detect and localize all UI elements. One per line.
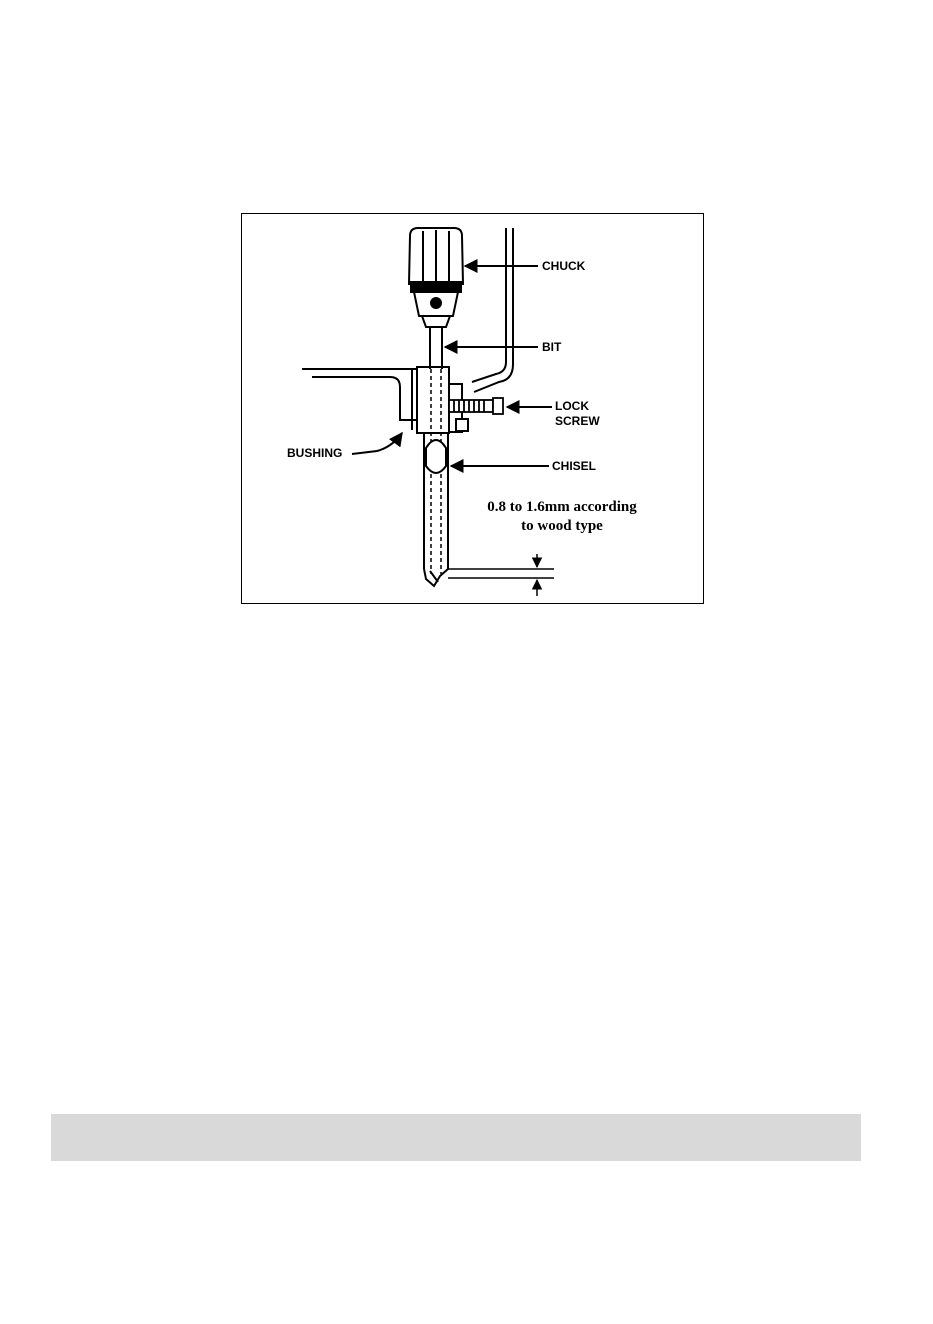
chuck-label: CHUCK <box>542 259 586 273</box>
chuck-body <box>409 228 463 327</box>
mortise-chisel-diagram <box>241 213 704 604</box>
depth-note-line1: 0.8 to 1.6mm according <box>487 499 637 515</box>
bit-label: BIT <box>542 340 562 354</box>
chisel-label: CHISEL <box>552 459 597 473</box>
depth-dimension <box>448 554 554 596</box>
lock-screw-label-line2: SCREW <box>555 414 600 428</box>
diagram-drawing <box>242 214 705 605</box>
bushing-label: BUSHING <box>287 446 343 460</box>
machine-column <box>472 228 513 392</box>
lock-screw-label-line1: LOCK <box>555 399 589 413</box>
lock-screw <box>449 398 503 414</box>
depth-note-line2: to wood type <box>521 518 603 534</box>
footer-bar <box>51 1114 861 1161</box>
table-top <box>302 369 420 430</box>
chisel <box>424 433 448 586</box>
